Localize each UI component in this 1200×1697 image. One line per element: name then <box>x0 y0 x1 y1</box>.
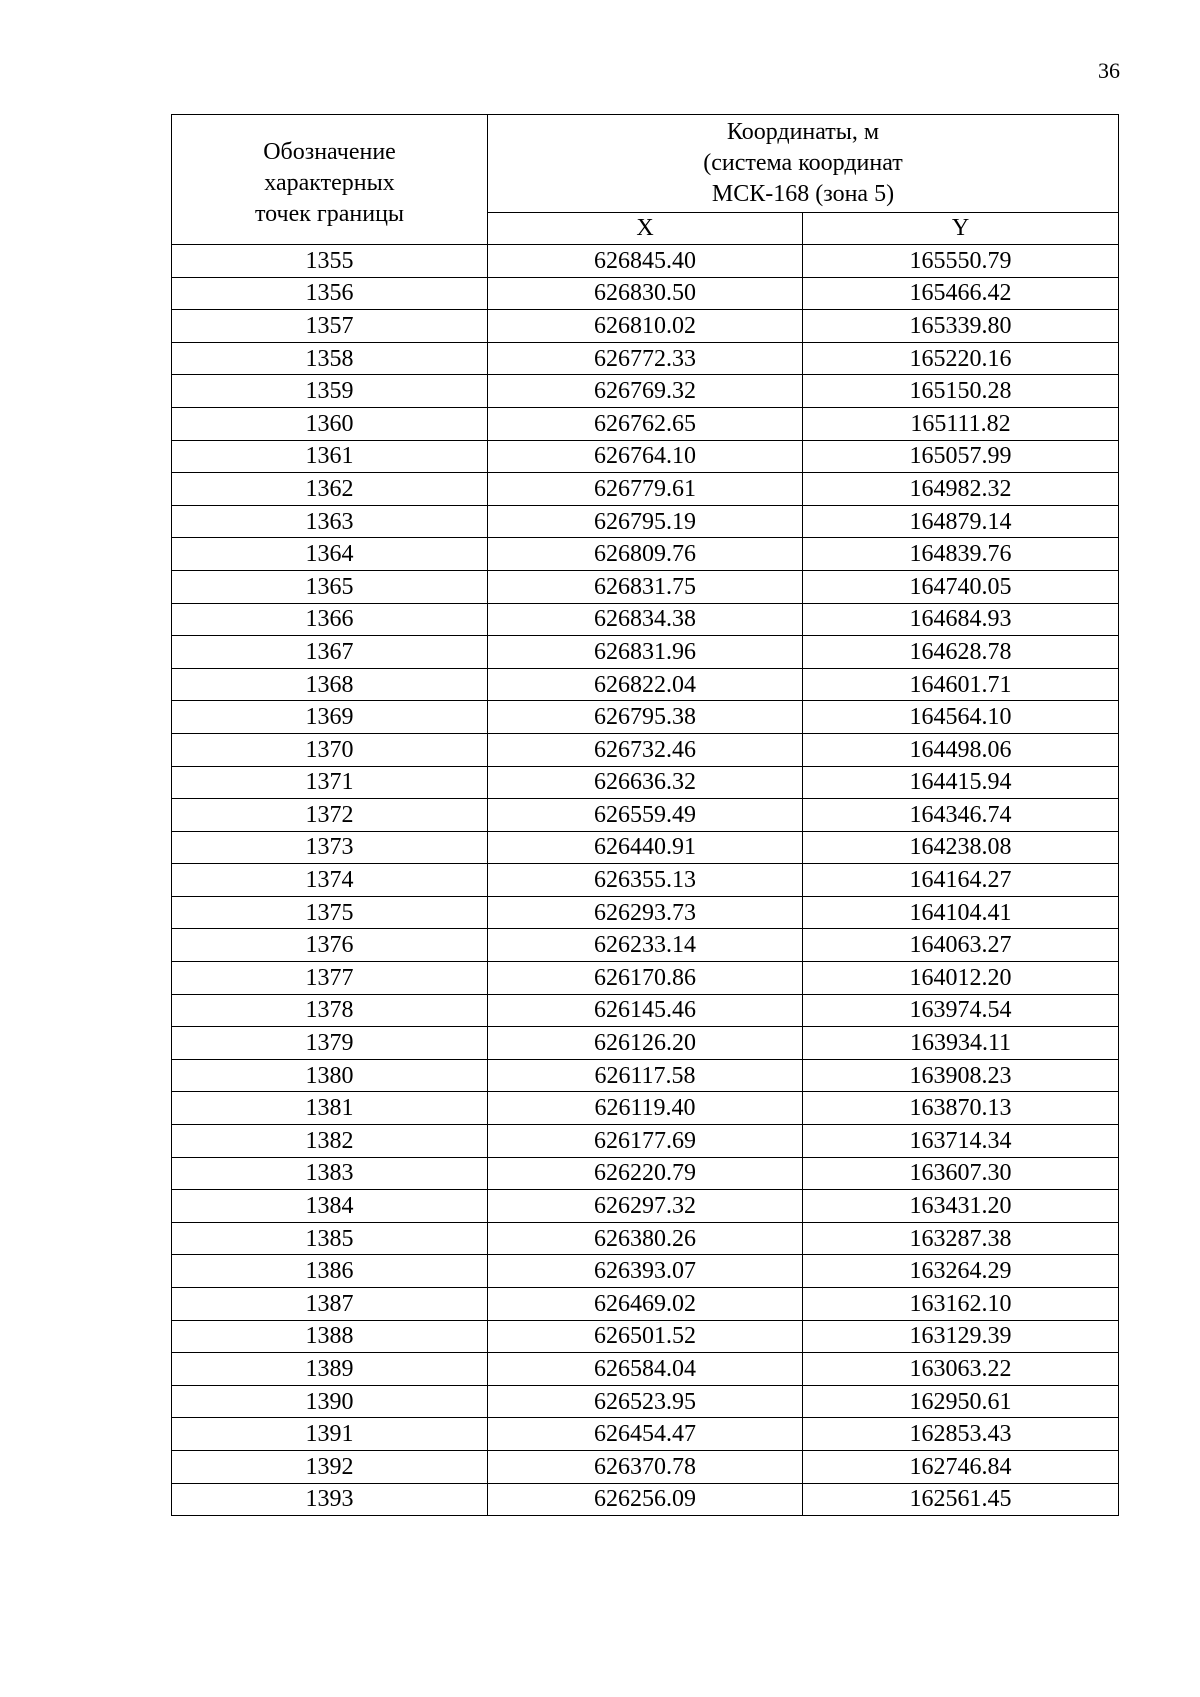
y-cell: 164415.94 <box>803 766 1119 799</box>
x-cell: 626233.14 <box>488 929 803 962</box>
table-row <box>172 473 1119 506</box>
x-cell: 626809.76 <box>488 538 803 571</box>
table-row <box>172 864 1119 897</box>
point-cell: 1371 <box>172 766 488 799</box>
table-body <box>172 245 1119 1516</box>
table-row <box>172 375 1119 408</box>
header-x: X <box>488 213 803 245</box>
table-row <box>172 245 1119 278</box>
table-row <box>172 962 1119 995</box>
table-row <box>172 1157 1119 1190</box>
header-line: Координаты, м <box>726 119 880 145</box>
point-cell: 1373 <box>172 831 488 864</box>
x-cell: 626220.79 <box>488 1157 803 1190</box>
table-row <box>172 1385 1119 1418</box>
table-row <box>172 799 1119 832</box>
y-cell: 164839.76 <box>803 538 1119 571</box>
point-cell: 1378 <box>172 994 488 1027</box>
point-cell: 1362 <box>172 473 488 506</box>
y-cell: 164684.93 <box>803 603 1119 636</box>
y-cell: 164601.71 <box>803 668 1119 701</box>
table-row <box>172 277 1119 310</box>
table-row <box>172 896 1119 929</box>
table-row <box>172 1125 1119 1158</box>
header-line: Обозначение <box>263 139 396 165</box>
y-cell: 165550.79 <box>803 245 1119 278</box>
page-number: 36 <box>1098 58 1120 83</box>
point-cell: 1360 <box>172 407 488 440</box>
x-cell: 626393.07 <box>488 1255 803 1288</box>
point-cell: 1379 <box>172 1027 488 1060</box>
x-cell: 626762.65 <box>488 407 803 440</box>
x-cell: 626834.38 <box>488 603 803 636</box>
y-cell: 165339.80 <box>803 310 1119 343</box>
point-cell: 1369 <box>172 701 488 734</box>
y-cell: 163264.29 <box>803 1255 1119 1288</box>
table-row <box>172 701 1119 734</box>
y-cell: 163908.23 <box>803 1059 1119 1092</box>
x-cell: 626764.10 <box>488 440 803 473</box>
point-cell: 1356 <box>172 277 488 310</box>
y-cell: 164164.27 <box>803 864 1119 897</box>
x-cell: 626822.04 <box>488 668 803 701</box>
table-row <box>172 929 1119 962</box>
table-row <box>172 636 1119 669</box>
table-row <box>172 603 1119 636</box>
x-cell: 626779.61 <box>488 473 803 506</box>
table-row <box>172 733 1119 766</box>
table-row <box>172 831 1119 864</box>
header-point-designation <box>172 115 488 245</box>
y-cell: 164740.05 <box>803 570 1119 603</box>
point-cell: 1367 <box>172 636 488 669</box>
x-cell: 626119.40 <box>488 1092 803 1125</box>
y-cell: 163162.10 <box>803 1288 1119 1321</box>
header-coordinates <box>488 115 1119 213</box>
y-cell: 165150.28 <box>803 375 1119 408</box>
table-row <box>172 310 1119 343</box>
x-cell: 626170.86 <box>488 962 803 995</box>
point-cell: 1382 <box>172 1125 488 1158</box>
point-cell: 1370 <box>172 733 488 766</box>
table-row <box>172 1418 1119 1451</box>
x-cell: 626831.75 <box>488 570 803 603</box>
table-row <box>172 570 1119 603</box>
x-cell: 626380.26 <box>488 1222 803 1255</box>
point-cell: 1392 <box>172 1450 488 1483</box>
y-cell: 164879.14 <box>803 505 1119 538</box>
y-cell: 165466.42 <box>803 277 1119 310</box>
table-header <box>172 115 1119 245</box>
y-cell: 164238.08 <box>803 831 1119 864</box>
coordinates-table <box>171 114 1119 1516</box>
x-cell: 626636.32 <box>488 766 803 799</box>
x-cell: 626584.04 <box>488 1353 803 1386</box>
table-row <box>172 407 1119 440</box>
point-cell: 1381 <box>172 1092 488 1125</box>
y-cell: 163974.54 <box>803 994 1119 1027</box>
y-cell: 163287.38 <box>803 1222 1119 1255</box>
point-cell: 1365 <box>172 570 488 603</box>
table-row <box>172 766 1119 799</box>
point-cell: 1364 <box>172 538 488 571</box>
point-cell: 1386 <box>172 1255 488 1288</box>
point-cell: 1390 <box>172 1385 488 1418</box>
point-cell: 1377 <box>172 962 488 995</box>
table-row <box>172 1353 1119 1386</box>
x-cell: 626145.46 <box>488 994 803 1027</box>
table-row <box>172 440 1119 473</box>
y-cell: 164498.06 <box>803 733 1119 766</box>
point-cell: 1363 <box>172 505 488 538</box>
x-cell: 626370.78 <box>488 1450 803 1483</box>
table-row <box>172 1288 1119 1321</box>
x-cell: 626831.96 <box>488 636 803 669</box>
point-cell: 1391 <box>172 1418 488 1451</box>
header-line: точек границы <box>254 201 405 227</box>
x-cell: 626256.09 <box>488 1483 803 1516</box>
y-cell: 163934.11 <box>803 1027 1119 1060</box>
y-cell: 165220.16 <box>803 342 1119 375</box>
y-cell: 165057.99 <box>803 440 1119 473</box>
table-row <box>172 668 1119 701</box>
x-cell: 626297.32 <box>488 1190 803 1223</box>
y-cell: 164982.32 <box>803 473 1119 506</box>
table-row <box>172 1027 1119 1060</box>
y-cell: 163714.34 <box>803 1125 1119 1158</box>
table-row <box>172 1255 1119 1288</box>
x-cell: 626845.40 <box>488 245 803 278</box>
y-cell: 164063.27 <box>803 929 1119 962</box>
point-cell: 1388 <box>172 1320 488 1353</box>
point-cell: 1384 <box>172 1190 488 1223</box>
y-cell: 164564.10 <box>803 701 1119 734</box>
x-cell: 626454.47 <box>488 1418 803 1451</box>
x-cell: 626293.73 <box>488 896 803 929</box>
y-cell: 163063.22 <box>803 1353 1119 1386</box>
y-cell: 163607.30 <box>803 1157 1119 1190</box>
point-cell: 1375 <box>172 896 488 929</box>
table-row <box>172 538 1119 571</box>
y-cell: 164012.20 <box>803 962 1119 995</box>
table-row <box>172 342 1119 375</box>
x-cell: 626126.20 <box>488 1027 803 1060</box>
y-cell: 163431.20 <box>803 1190 1119 1223</box>
point-cell: 1383 <box>172 1157 488 1190</box>
point-cell: 1359 <box>172 375 488 408</box>
point-cell: 1357 <box>172 310 488 343</box>
x-cell: 626355.13 <box>488 864 803 897</box>
table-row <box>172 1059 1119 1092</box>
point-cell: 1368 <box>172 668 488 701</box>
x-cell: 626523.95 <box>488 1385 803 1418</box>
y-cell: 163129.39 <box>803 1320 1119 1353</box>
x-cell: 626769.32 <box>488 375 803 408</box>
y-cell: 164346.74 <box>803 799 1119 832</box>
header-line: характерных <box>264 170 395 196</box>
table-row <box>172 1320 1119 1353</box>
x-cell: 626732.46 <box>488 733 803 766</box>
y-cell: 164104.41 <box>803 896 1119 929</box>
y-cell: 164628.78 <box>803 636 1119 669</box>
point-cell: 1376 <box>172 929 488 962</box>
x-cell: 626559.49 <box>488 799 803 832</box>
x-cell: 626772.33 <box>488 342 803 375</box>
x-cell: 626501.52 <box>488 1320 803 1353</box>
table-row <box>172 994 1119 1027</box>
x-cell: 626469.02 <box>488 1288 803 1321</box>
header-y: Y <box>803 213 1119 245</box>
table-row <box>172 1222 1119 1255</box>
y-cell: 162746.84 <box>803 1450 1119 1483</box>
point-cell: 1366 <box>172 603 488 636</box>
x-cell: 626830.50 <box>488 277 803 310</box>
table-row <box>172 1092 1119 1125</box>
y-cell: 162561.45 <box>803 1483 1119 1516</box>
x-cell: 626117.58 <box>488 1059 803 1092</box>
point-cell: 1380 <box>172 1059 488 1092</box>
point-cell: 1358 <box>172 342 488 375</box>
header-line: (система координат <box>703 150 903 176</box>
x-cell: 626440.91 <box>488 831 803 864</box>
x-cell: 626795.19 <box>488 505 803 538</box>
point-cell: 1361 <box>172 440 488 473</box>
point-cell: 1389 <box>172 1353 488 1386</box>
x-cell: 626177.69 <box>488 1125 803 1158</box>
point-cell: 1387 <box>172 1288 488 1321</box>
y-cell: 162950.61 <box>803 1385 1119 1418</box>
point-cell: 1374 <box>172 864 488 897</box>
point-cell: 1372 <box>172 799 488 832</box>
y-cell: 162853.43 <box>803 1418 1119 1451</box>
header-line: МСК-168 (зона 5) <box>711 181 895 207</box>
table-row <box>172 1450 1119 1483</box>
y-cell: 165111.82 <box>803 407 1119 440</box>
table-row <box>172 505 1119 538</box>
y-cell: 163870.13 <box>803 1092 1119 1125</box>
table-row <box>172 1190 1119 1223</box>
point-cell: 1385 <box>172 1222 488 1255</box>
point-cell: 1393 <box>172 1483 488 1516</box>
x-cell: 626795.38 <box>488 701 803 734</box>
table-row <box>172 1483 1119 1516</box>
point-cell: 1355 <box>172 245 488 278</box>
x-cell: 626810.02 <box>488 310 803 343</box>
